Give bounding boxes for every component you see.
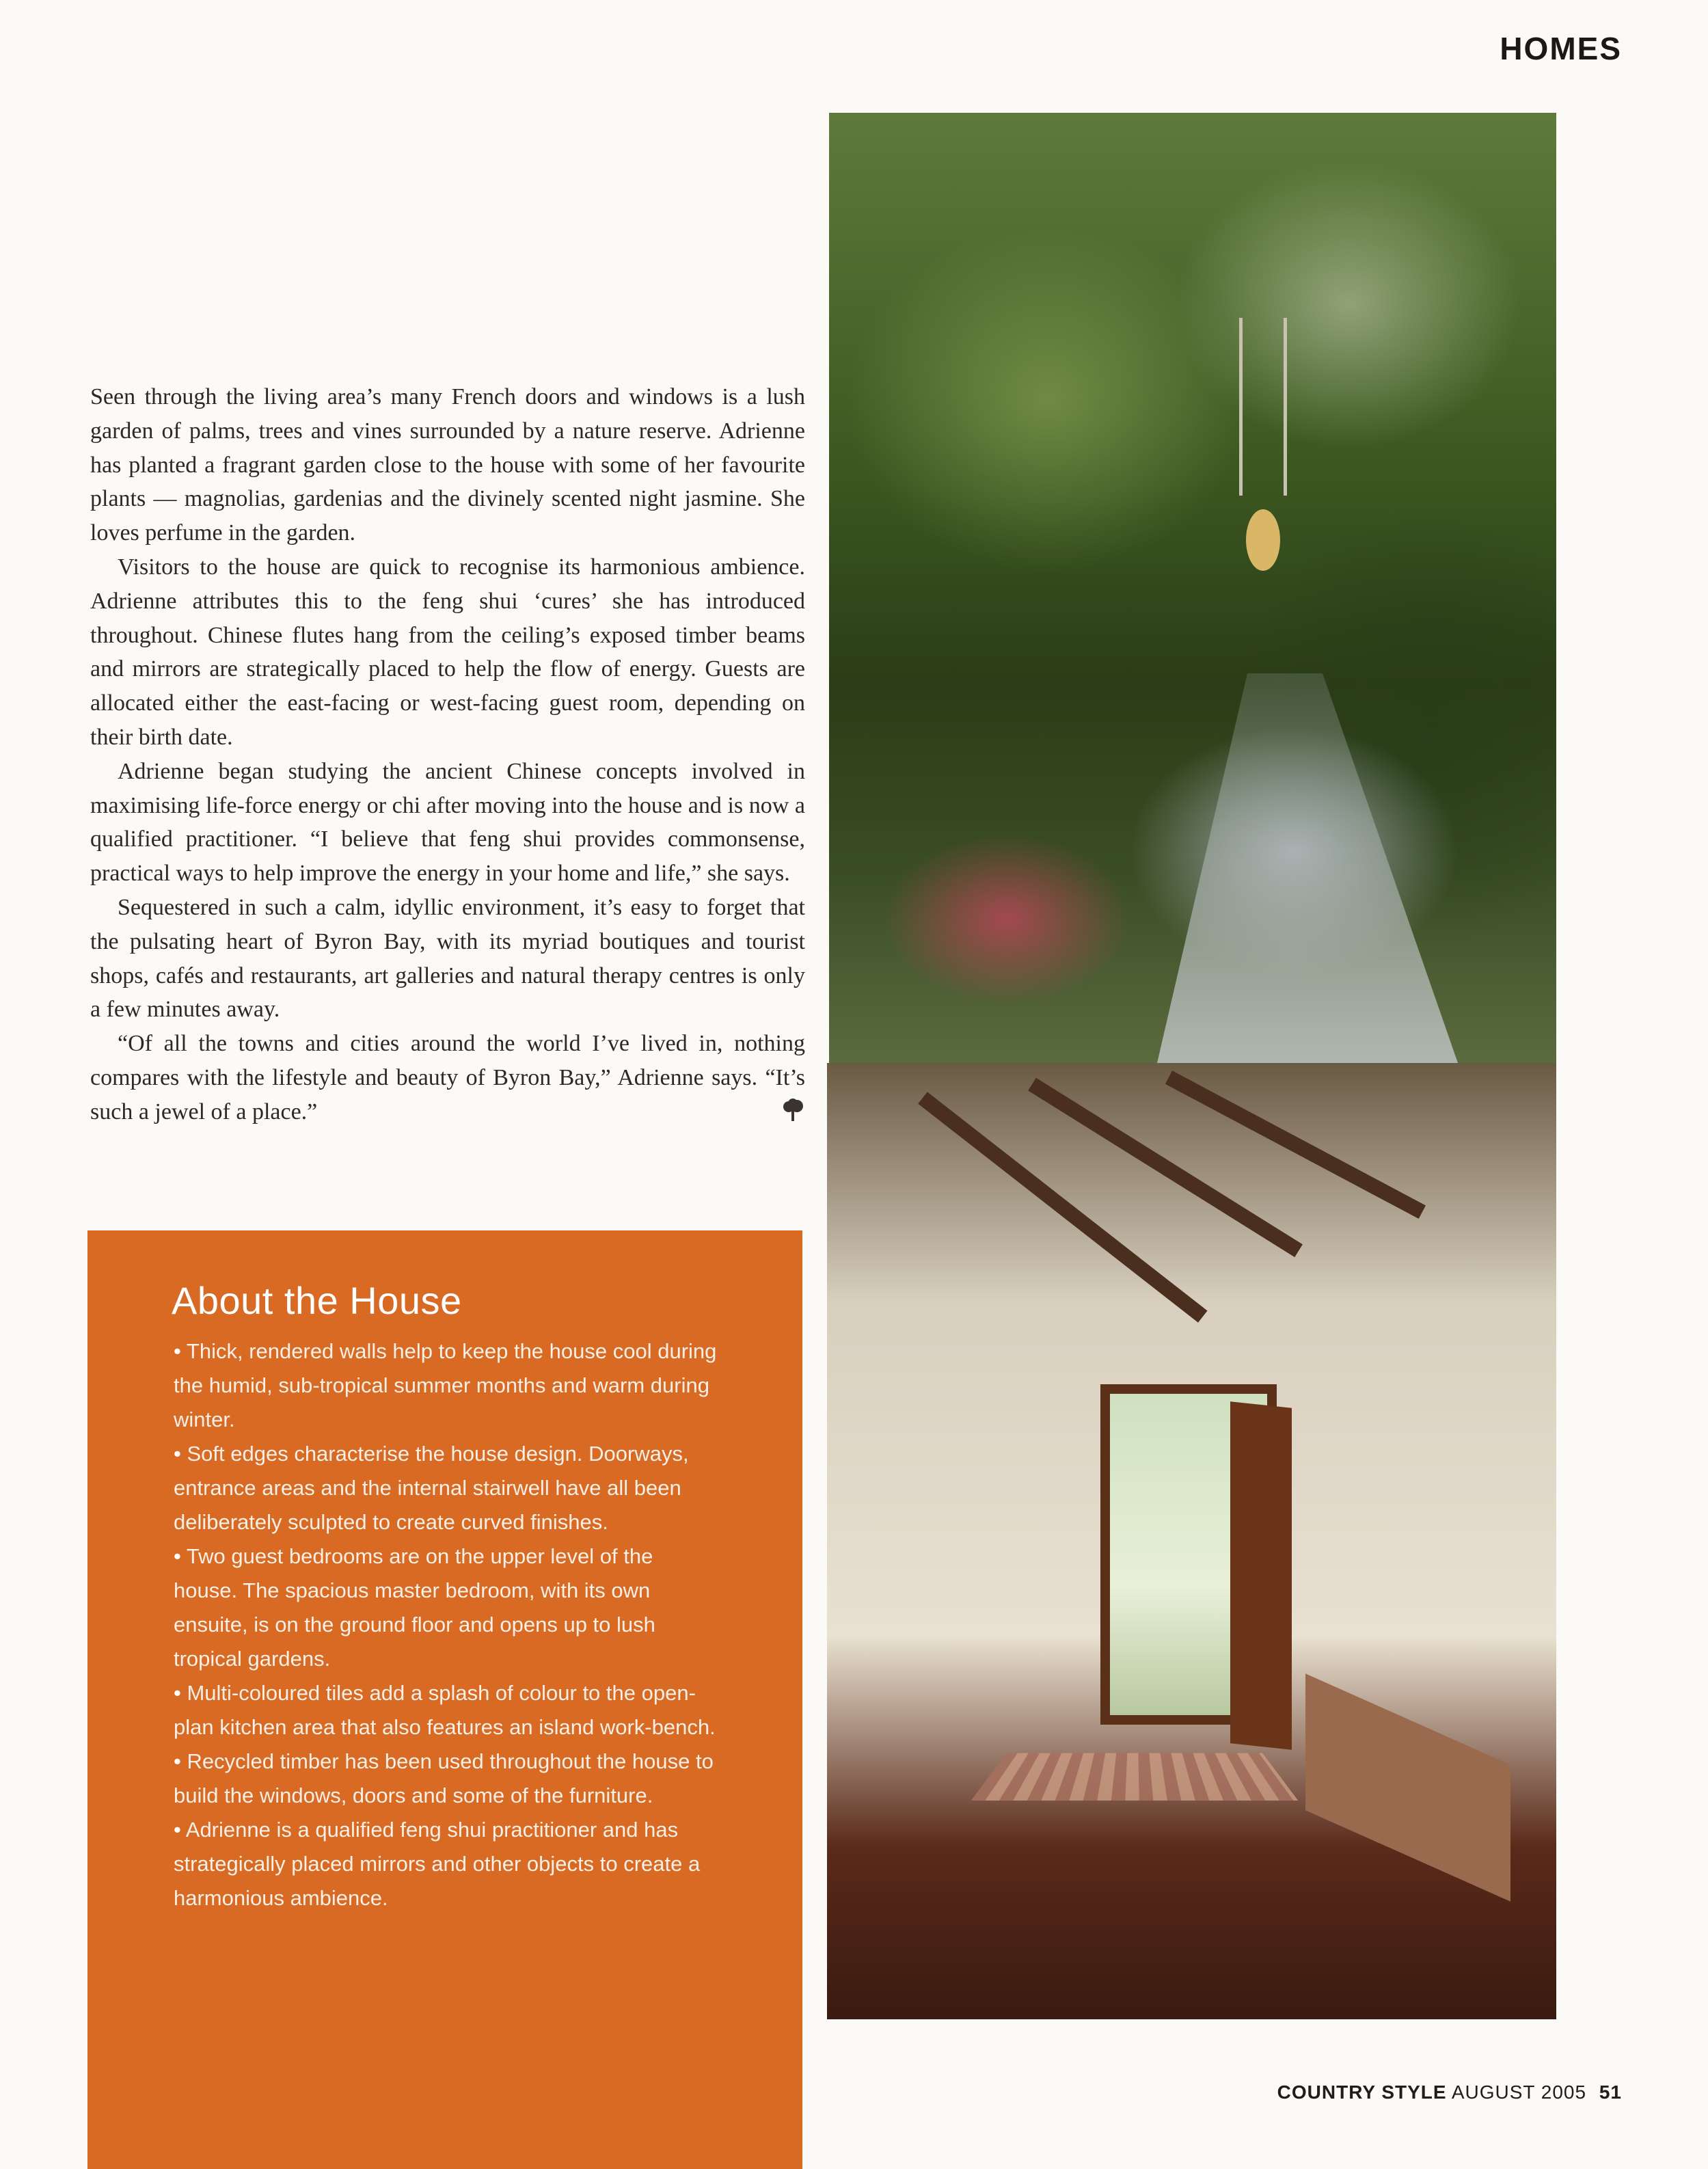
- list-item: [174, 1676, 720, 1744]
- bullet: •: [174, 1681, 181, 1705]
- article-paragraph: [90, 1027, 805, 1129]
- garden-photo: [829, 113, 1556, 1063]
- ceiling-beam: [918, 1092, 1207, 1322]
- page-number: 51: [1599, 2082, 1622, 2103]
- list-item-text: Recycled timber has been used throughout the house to build the windows, doors and some of the furniture.: [174, 1749, 714, 1807]
- hallway-photo: [827, 1063, 1556, 2019]
- bullet: •: [174, 1818, 181, 1842]
- article-paragraph: Adrienne began studying the ancient Chinese concepts involved in maximising life-force energy or chi after moving into the house and is now a qualified practitioner. “I believe that feng shui provides commonsense, practical ways to help improve the energy in your home and life,” she says.: [90, 758, 805, 887]
- article-body: [90, 380, 805, 1133]
- list-item: [174, 1539, 720, 1676]
- bullet: •: [174, 1749, 181, 1773]
- about-the-house-box: [87, 1230, 802, 2169]
- article-paragraph-text: “Of all the towns and cities around the world I’ve lived in, nothing compares with the lifestyle and beauty of Byron Bay,” Adrienne says. “It’s such a jewel of a place.”: [90, 1031, 805, 1124]
- wind-chime: [1239, 318, 1287, 496]
- sidebar-list: [174, 1334, 720, 1915]
- article-paragraph: Visitors to the house are quick to recognise its harmonious ambience. Adrienne attributes this to the feng shui ‘cures’ she has introduced throughout. Chinese flutes hang from the ceiling’s exposed timber beams and mirrors are strategically placed to help the flow of energy. Guests are allocated either the east-facing or west-facing guest room, depending on their birth date.: [90, 554, 805, 750]
- bullet: •: [174, 1544, 181, 1568]
- list-item-text: Thick, rendered walls help to keep the house cool during the humid, sub-tropical summer months and warm during winter.: [174, 1339, 717, 1431]
- front-door: [1230, 1401, 1292, 1749]
- list-item-text: Two guest bedrooms are on the upper level of the house. The spacious master bedroom, with its own ensuite, is on the ground floor and opens up to lush tropical gardens.: [174, 1544, 655, 1671]
- bullet: •: [174, 1339, 181, 1363]
- timber-bench: [1305, 1673, 1510, 1902]
- list-item-text: Adrienne is a qualified feng shui practitioner and has strategically placed mirrors and other objects to create a harmonious ambience.: [174, 1818, 701, 1910]
- garden-path: [1157, 673, 1458, 1063]
- list-item: [174, 1744, 720, 1813]
- sidebar-title: About the House: [172, 1279, 462, 1322]
- publication-name: COUNTRY STYLE: [1277, 2082, 1447, 2103]
- issue-date: AUGUST 2005: [1451, 2082, 1587, 2103]
- bullet: •: [174, 1442, 181, 1466]
- list-item: [174, 1334, 720, 1437]
- list-item: [174, 1813, 720, 1915]
- page-footer: [1277, 2082, 1622, 2103]
- rug: [971, 1753, 1299, 1801]
- article-paragraph: Seen through the living area’s many French doors and windows is a lush garden of palms, trees and vines surrounded by a nature reserve. Adrienne has planted a fragrant garden close to the house with some of her favourite plants — magnolias, gardenias and the divinely scented night jasmine. She loves perfume in the garden.: [90, 384, 805, 546]
- list-item-text: Multi-coloured tiles add a splash of colour to the open-plan kitchen area that also features an island work-bench.: [174, 1681, 716, 1739]
- ceiling-beam: [1028, 1078, 1303, 1257]
- list-item: [174, 1437, 720, 1539]
- hanging-pod: [1246, 509, 1280, 571]
- tree-icon: [753, 1098, 805, 1133]
- section-tag: HOMES: [1500, 31, 1622, 66]
- article-paragraph: Sequestered in such a calm, idyllic environment, it’s easy to forget that the pulsating heart of Byron Bay, with its myriad boutiques and tourist shops, cafés and restaurants, art galleries and natural therapy centres is only a few minutes away.: [90, 894, 805, 1023]
- list-item-text: Soft edges characterise the house design. Doorways, entrance areas and the internal stairwell have all been deliberately sculpted to create curved finishes.: [174, 1442, 689, 1534]
